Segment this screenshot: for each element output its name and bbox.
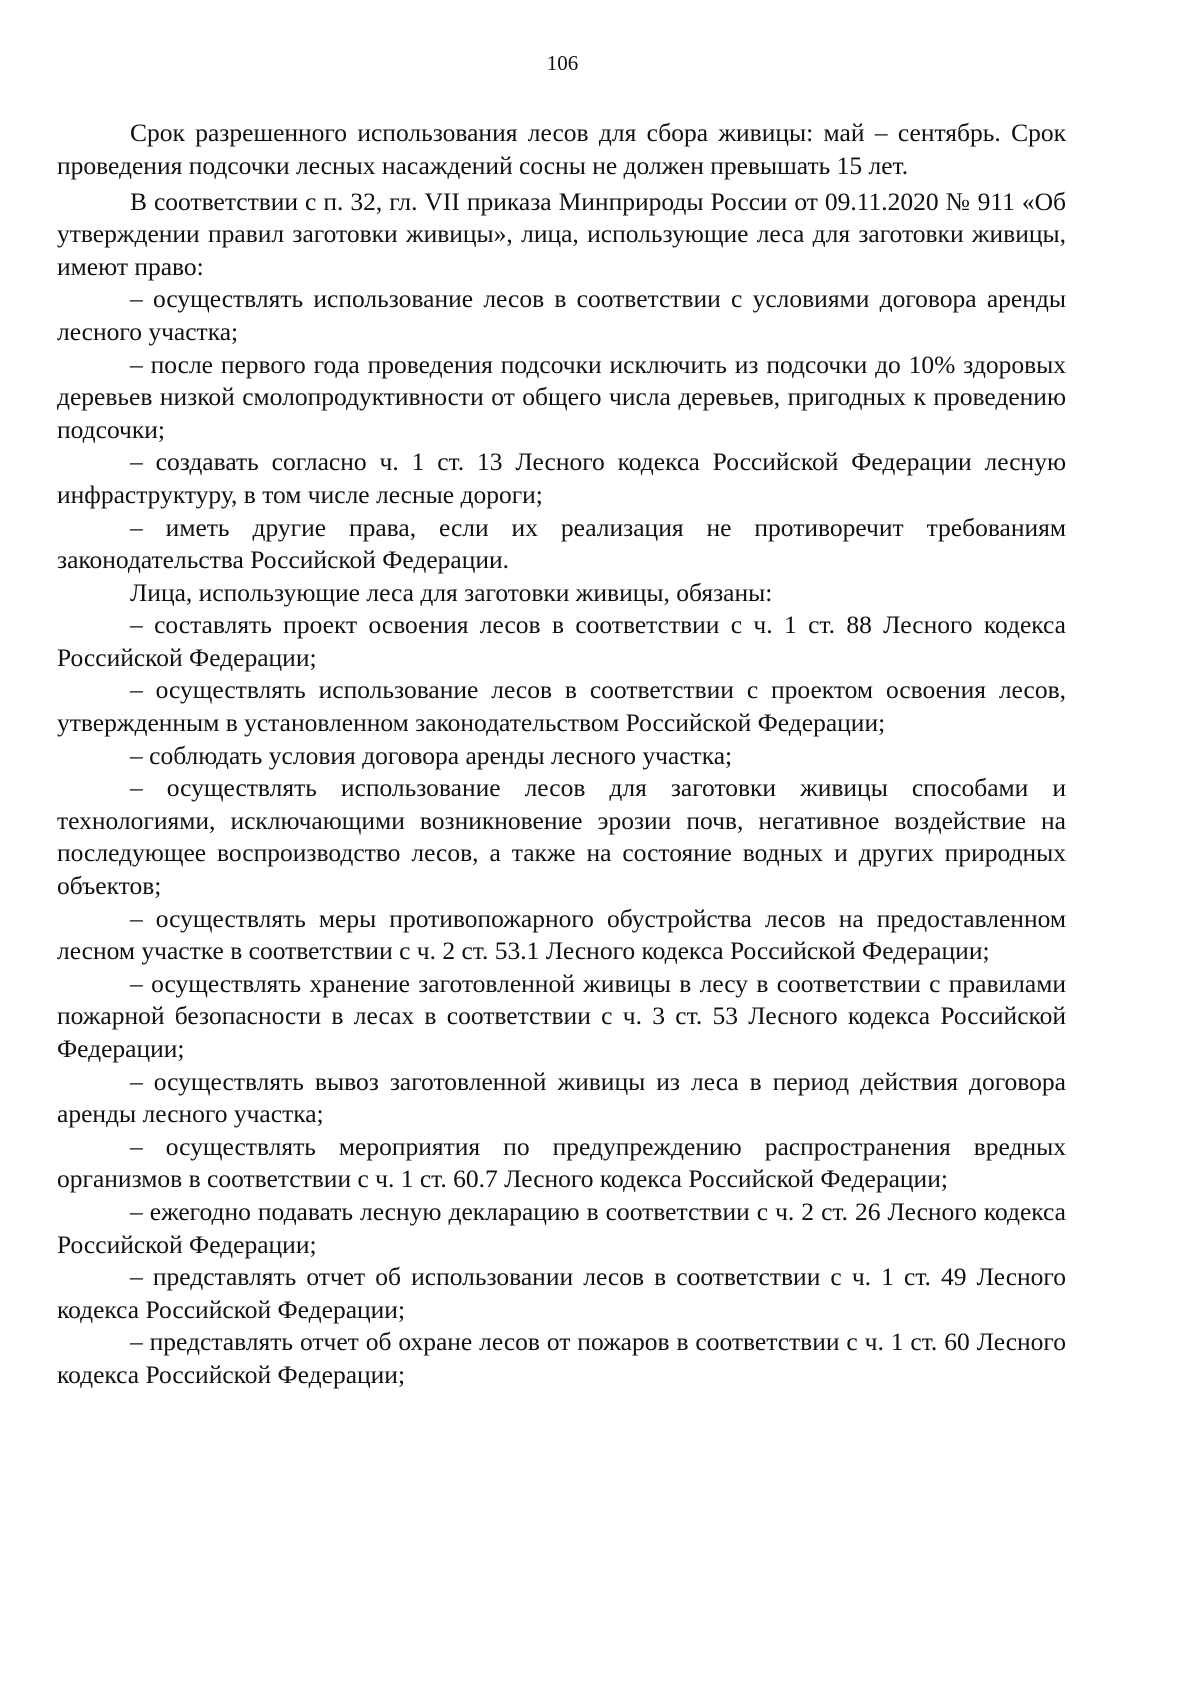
list-item-obligation-6: – осуществлять хранение заготовленной живицы в лесу в соответствии с правилами пожарной безопасности в лесах в соответствии с ч. 3 ст. 53 Лесного кодекса Российской Федерации; [57,968,1066,1064]
list-item-obligation-8: – осуществлять мероприятия по предупреждению распространения вредных организмов в соответствии с ч. 1 ст. 60.7 Лесного кодекса Российской Федерации; [57,1131,1066,1194]
page-number: 106 [546,51,579,75]
list-item-right-1: – осуществлять использование лесов в соответствии с условиями договора аренды лесного участка; [57,284,1066,346]
list-item-obligation-5: – осуществлять меры противопожарного обустройства лесов на предоставленном лесном участке в соответствии с ч. 2 ст. 53.1 Лесного кодекса Российской Федерации; [57,903,1066,966]
document-body [57,117,1066,1392]
list-item-obligation-1: – составлять проект освоения лесов в соответствии с ч. 1 ст. 88 Лесного кодекса Российской Федерации; [57,610,1066,672]
list-item-obligation-10: – представлять отчет об использовании лесов в соответствии с ч. 1 ст. 49 Лесного кодекса Российской Федерации; [57,1262,1066,1324]
paragraph-resin-period: Срок разрешенного использования лесов для сбора живицы: май – сентябрь. Срок проведения подсочки лесных насаждений сосны не должен превышать 15 лет. [57,118,1066,180]
list-item-right-3: – создавать согласно ч. 1 ст. 13 Лесного кодекса Российской Федерации лесную инфраструктуру, в том числе лесные дороги; [57,447,1066,509]
paragraph-rights-intro: В соответствии с п. 32, гл. VII приказа Минприроды России от 09.11.2020 № 911 «Об утверждении правил заготовки живицы», лица, использующие леса для заготовки живицы, имеют право: [57,186,1066,281]
list-item-obligation-2: – осуществлять использование лесов в соответствии с проектом освоения лесов, утвержденным в установленном законодательством Российской Федерации; [57,675,1066,738]
list-item-obligation-3: – соблюдать условия договора аренды лесного участка; [130,740,733,770]
list-item-right-2: – после первого года проведения подсочки исключить из подсочки до 10% здоровых деревьев низкой смолопродуктивности от общего числа деревьев, пригодных к проведению подсочки; [57,349,1066,444]
paragraph-obligations-intro: Лица, использующие леса для заготовки живицы, обязаны: [130,577,773,607]
list-item-obligation-7: – осуществлять вывоз заготовленной живицы из леса в период действия договора аренды лесного участка; [57,1066,1066,1129]
list-item-right-4: – иметь другие права, если их реализация не противоречит требованиям законодательства Российской Федерации. [57,512,1066,575]
list-item-obligation-9: – ежегодно подавать лесную декларацию в соответствии с ч. 2 ст. 26 Лесного кодекса Российской Федерации; [57,1196,1066,1259]
list-item-obligation-11: – представлять отчет об охране лесов от пожаров в соответствии с ч. 1 ст. 60 Лесного кодекса Российской Федерации; [57,1327,1066,1389]
list-item-obligation-4: – осуществлять использование лесов для заготовки живицы способами и технологиями, исключающими возникновение эрозии почв, негативное воздействие на последующее воспроизводство лесов, а также на состояние водных и других природных объектов; [57,773,1066,901]
